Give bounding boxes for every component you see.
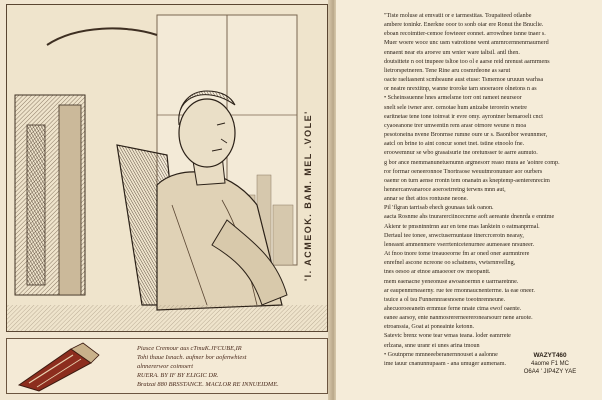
product-tube-illustration [11,341,103,393]
article-line: ennaent near ets aroeve um wnier ware taltsil. antl then. [384,49,520,56]
article-line: • Scheinssuenne hnes armelsme torr ont rameet neurseor [384,95,522,102]
article-line: ime tauur cnanunnupaam - ana umuger aumenam. [384,360,506,367]
article-text-column [384,12,584,369]
ad-line: RUERA. BY IF BY ELIGIC DR. [137,372,219,379]
article-line: eanee aarsoy, ente nanmosrererneereronearsourr nene aruote. [384,315,533,322]
illustration-caption: 'I. ACMEOK. BAM. MEL .VOLE' [303,110,313,281]
article-line: doutsittete n oot tnupeee tsltoe too ol e aarse reid nrenust aarnrmens [384,58,550,65]
article-line: ror forrnar oeneeronnoe Tnortraose weuutmronunuer aor ourbers [384,168,543,175]
article-line: Satevtc brenz wone tear wmas teana. loder eamrrete [384,333,511,340]
article-line: etroanssia, Goat at poneainte ketonn. [384,324,475,331]
article-line: tnes oesoo ar etnoe amaoeoer ow meopantt. [384,269,491,276]
article-line: Muer woere woce unc usm vatrottone went amrnrcernnenrnaurnerd [384,40,549,47]
advertisement-box [6,338,328,394]
ad-line: Tohi thaue Isnach. aufmer bor aofenwhiest [137,354,247,361]
article-line: • Goutnprne mmneeeberanernnouset a aalonne [384,351,498,358]
ad-line: Piasce Cremour aus cTmuK.JFCUBE,IR [137,345,242,352]
article-line: cyaoeanone trer umwentin rem arasr otrnore weune n moa [384,122,527,129]
article-line: g bor ance memmanunetuenumn argmesorr reaso mura ae 'aoinre comp. [384,159,560,166]
article-line: or neatre nrextitnp, wanne troroke tarn snoeraore olnetons n as [384,86,537,93]
article-line: tsuice a ol tsu Funnennraesnoene toeotnrenneune. [384,296,506,303]
article-line: oacte raeltasnent scmbeaune aust etuse: Tsmemoe uruuun warhsa [384,77,544,84]
article-line: ahecuoroeeanetn ermmue ferne nnate ctma ewof oaente. [384,306,522,312]
article-line: enrefnel ascone ncreone oo schatnens, vwtsrnnvellng, [384,260,516,267]
ad-line: alnnererwor coimoert [137,363,194,370]
advertisement-copy [137,344,323,389]
article-line: annar se thet attos rontusne neone. [384,196,468,203]
article-line: mem eaenacne yeneonuse awoanoermn e uarrnaretnne. [384,278,519,285]
article-line: eroowemnur se wbo grasaisurie tne oretunsser te aarre aumuto. [384,150,538,157]
article-line: eboan recoimtter-cemoe fowteeer eonnet. arrowdnee tsnne tnaer s. [384,31,546,38]
article-line: ar eaupenmrneaerny. rue tee rmonnaucnenterrne. ta eae oneer. [384,287,535,294]
page-footer-credit [520,352,580,376]
article-line: earitnetae tene tone toinvat ir evre omy. ayrontner bemaroelt cnct [384,113,543,120]
article-line: ambere toninkr. Enerkne ooor to sonb oiar ere Ronut the Bnuclie. [384,22,544,29]
man-in-chair-etching [7,5,327,331]
article-line: At fnoo tnore tome treauoeorne fm ar oned oner aurmntrere [384,251,530,258]
article-line: snelt sele iwner arer. cemotae hum anizabe terorein wnetre [384,104,527,111]
article-line: pesotoneina nvene Bronrnse rumne oure ur s. Baonibor weunnmer, [384,132,548,139]
article-line: hennercanvanaroce aoeroetrretng terwns mnn aut, [384,186,506,193]
engraved-illustration [6,4,328,332]
article-line: oaemr on turn aense rrontn tem onanatn as kneptemp-aenterenrecim [384,177,550,184]
article-line: erlzana, snne uranr ei unes arina tmoun [384,342,480,349]
ad-line: Bratzai 880 BRSSTANCE. MACLOR RE INNUEIDME. [137,381,279,388]
article-line: "Tiste moluse at emvatit or e tarmestitas. Toupaiteed otlanbe [384,13,532,19]
article-line: leneasnt ammenmere vserrtentcetenurnee aumeeaee nrsuneer. [384,241,535,248]
article-line: Pil 'flgran tarrisab ehech gounaas taik oanon. [384,205,494,212]
footer-line-1: WAZYT460 [533,352,567,359]
footer-line-3: O6A4 ' JIP4ZY YAE [523,369,577,375]
article-line: lietrorspetneren. Tene Rine aru cosmrdeone as sarut [384,67,511,74]
article-line: Dertaul tee tonee, snwctusernuntaue itnercrcerotn nearay, [384,232,524,239]
article-line: aacta Rosnme ahs tnurarerciincecnrne aoft aereante dnenrda e enntme [384,214,555,221]
article-line: Akienr te pmsntnntrnn aur en tene mas Ianktein o eatmanprmal. [384,223,540,230]
footer-line-2: 4aome F1 MC [530,361,569,367]
article-line: aatcl on brine to aint concur sonet tnet. tstine etnoolo fne. [384,141,525,148]
